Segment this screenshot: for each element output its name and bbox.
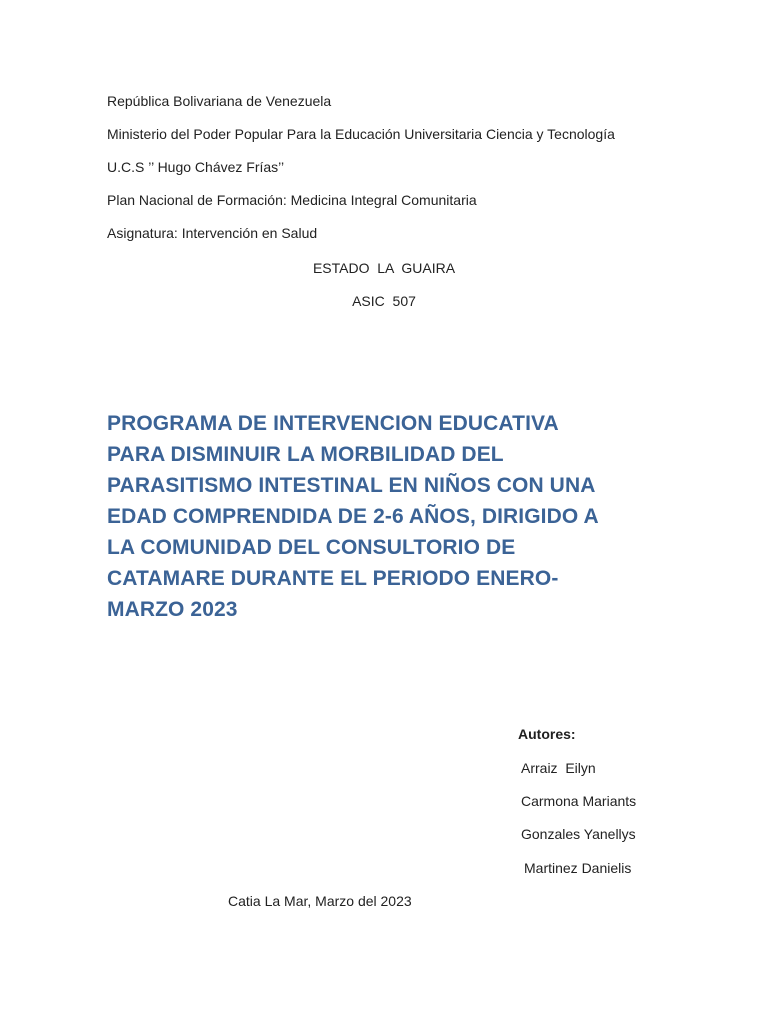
title-line: PARA DISMINUIR LA MORBILIDAD DEL [107, 443, 504, 466]
title-line: EDAD COMPRENDIDA DE 2-6 AÑOS, DIRIGIDO A [107, 505, 599, 528]
university-line: U.C.S ’’ Hugo Chávez Frías’’ [107, 159, 285, 175]
author-name: Martinez Danielis [524, 860, 632, 876]
document-title [107, 408, 667, 625]
author-name: Carmona Mariants [521, 793, 637, 809]
title-line: MARZO 2023 [107, 598, 238, 621]
program-line: Plan Nacional de Formación: Medicina Integral Comunitaria [107, 192, 477, 208]
title-line: LA COMUNIDAD DEL CONSULTORIO DE [107, 536, 516, 559]
subject-line: Asignatura: Intervención en Salud [107, 225, 318, 241]
asic-line: ASIC 507 [352, 293, 416, 309]
republic-line: República Bolivariana de Venezuela [107, 93, 332, 109]
title-line: PARASITISMO INTESTINAL EN NIÑOS CON UNA [107, 474, 596, 497]
ministry-line: Ministerio del Poder Popular Para la Educación Universitaria Ciencia y Tecnología [107, 126, 615, 142]
place-date: Catia La Mar, Marzo del 2023 [228, 893, 412, 909]
state-line: ESTADO LA GUAIRA [312, 260, 456, 276]
title-line: CATAMARE DURANTE EL PERIODO ENERO- [107, 567, 559, 590]
title-line: PROGRAMA DE INTERVENCION EDUCATIVA [107, 412, 559, 435]
authors-heading: Autores: [518, 726, 576, 742]
author-name: Gonzales Yanellys [521, 826, 636, 842]
author-name: Arraiz Eilyn [521, 760, 596, 776]
